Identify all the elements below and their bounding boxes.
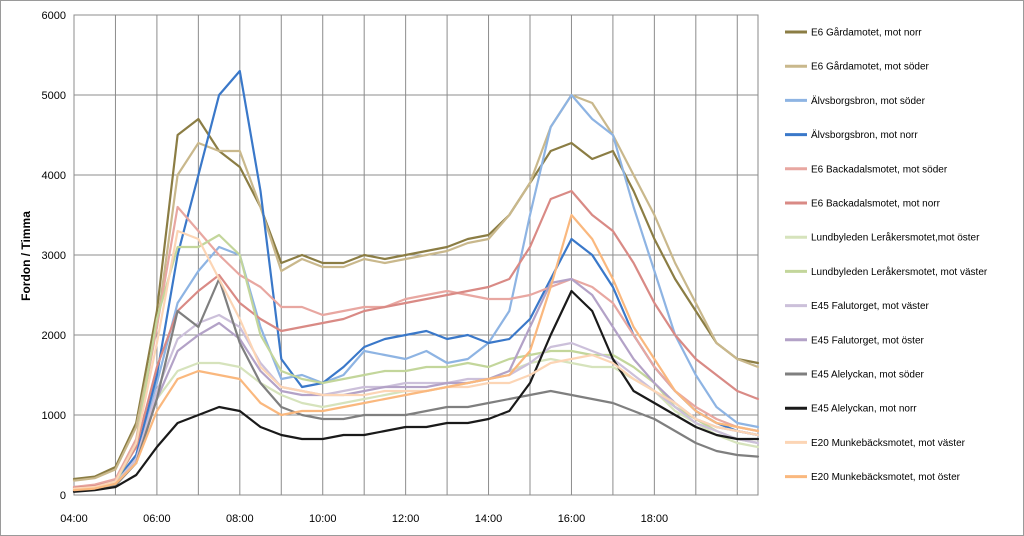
x-tick-label: 04:00 <box>60 513 88 525</box>
x-tick-label: 16:00 <box>557 513 586 525</box>
y-tick-label: 5000 <box>41 90 66 102</box>
legend-entry-label: E6 Backadalsmotet, mot norr <box>811 198 940 210</box>
legend-entry-label: E20 Munkebäcksmotet, mot öster <box>811 472 960 484</box>
legend <box>785 27 988 484</box>
legend-entry-label: Lundbyleden Leråkersmotet,mot öster <box>811 232 980 244</box>
y-axis-label: Fordon / Timma <box>19 211 33 301</box>
x-tick-label: 12:00 <box>391 513 420 525</box>
y-tick-label: 0 <box>59 490 66 502</box>
legend-entry-label: E45 Falutorget, mot öster <box>811 335 924 347</box>
legend-entry-label: E20 Munkebäcksmotet, mot väster <box>811 437 965 449</box>
y-tick-label: 3000 <box>41 250 66 262</box>
legend-entry-label: E6 Gårdamotet, mot norr <box>811 27 922 39</box>
y-tick-label: 1000 <box>41 410 66 422</box>
x-tick-label: 14:00 <box>474 513 503 525</box>
legend-entry-label: E45 Falutorget, mot väster <box>811 301 929 313</box>
legend-entry-label: Älvsborgsbron, mot norr <box>811 130 918 142</box>
x-tick-label: 18:00 <box>640 513 669 525</box>
series-line-3 <box>74 95 758 487</box>
y-tick-label: 6000 <box>41 10 66 22</box>
x-tick-label: 08:00 <box>226 513 254 525</box>
line-chart <box>1 1 1023 535</box>
legend-entry-label: E6 Gårdamotet, mot söder <box>811 61 929 73</box>
legend-entry-label: Älvsborgsbron, mot söder <box>811 95 925 107</box>
legend-entry-label: Lundbyleden Leråkersmotet, mot väster <box>811 266 988 278</box>
x-tick-label: 06:00 <box>143 513 171 525</box>
legend-entry-label: E45 Alelyckan, mot norr <box>811 403 917 415</box>
y-tick-label: 2000 <box>41 330 66 342</box>
series-lines <box>74 71 758 492</box>
y-tick-label: 4000 <box>41 170 66 182</box>
x-tick-label: 10:00 <box>308 513 337 525</box>
legend-entry-label: E45 Alelyckan, mot söder <box>811 369 924 381</box>
legend-entry-label: E6 Backadalsmotet, mot söder <box>811 164 948 176</box>
